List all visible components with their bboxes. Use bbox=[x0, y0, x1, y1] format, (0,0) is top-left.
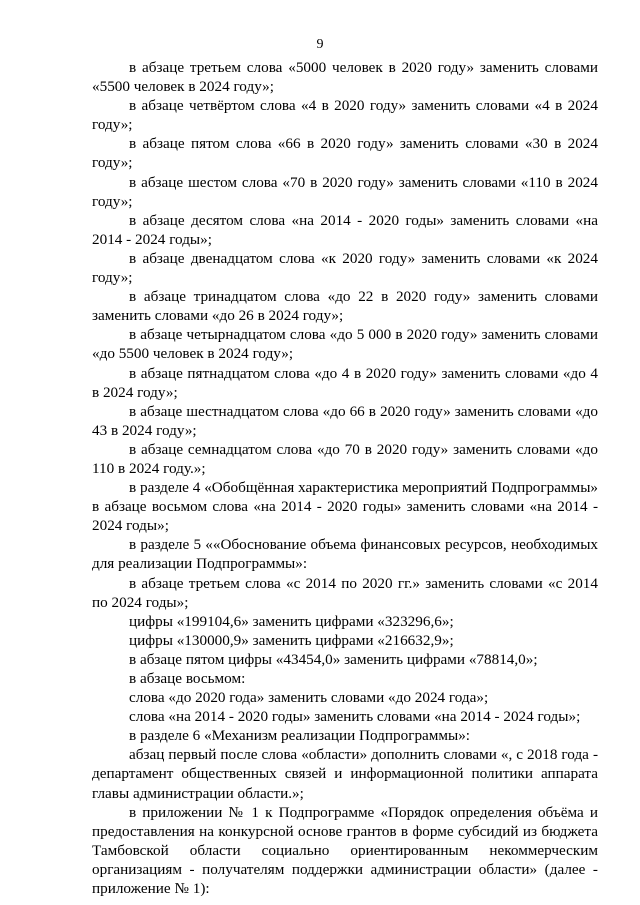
paragraph-7: в абзаце тринадцатом слова «до 22 в 2020 году» заменить словами заменить словами «до 26 в 2024 году»; bbox=[92, 288, 598, 325]
paragraph-15: цифры «199104,6» заменить цифрами «323296,6»; bbox=[129, 612, 454, 630]
paragraph-19: слова «до 2020 года» заменить словами «до 2024 года»; bbox=[129, 689, 489, 707]
page-number: 9 bbox=[316, 37, 324, 52]
paragraph-18: в абзаце восьмом: bbox=[129, 670, 246, 687]
paragraph-20: слова «на 2014 - 2020 годы» заменить словами «на 2014 - 2024 годы»; bbox=[129, 708, 581, 726]
paragraph-12: в разделе 4 «Обобщённая характеристика мероприятий Подпрограммы» в абзаце восьмом слова «на 2014 - 2020 годы» заменить словами «на 2014 - 2024 годы»; bbox=[92, 479, 598, 535]
paragraph-1: в абзаце третьем слова «5000 человек в 2020 году» заменить словами «5500 человек в 2024 году»; bbox=[92, 59, 598, 96]
paragraph-10: в абзаце шестнадцатом слова «до 66 в 2020 году» заменить словами «до 43 в 2024 году»; bbox=[92, 402, 598, 439]
paragraph-23: в приложении № 1 к Подпрограмме «Порядок определения объёма и предоставления на конкурсной основе грантов в форме субсидий из бюджета Тамбовской области социально ориентированным некоммерческим организациям - получателям поддержки администрации области» (далее - приложение № 1): bbox=[92, 803, 598, 898]
paragraph-21: в разделе 6 «Механизм реализации Подпрограммы»: bbox=[129, 727, 471, 745]
paragraph-14: в абзаце третьем слова «с 2014 по 2020 гг.» заменить словами «с 2014 по 2024 годы»; bbox=[92, 574, 598, 611]
paragraph-3: в абзаце пятом слова «66 в 2020 году» заменить словами «30 в 2024 году»; bbox=[92, 135, 598, 172]
paragraph-2: в абзаце четвёртом слова «4 в 2020 году» заменить словами «4 в 2024 году»; bbox=[92, 97, 598, 134]
paragraph-16: цифры «130000,9» заменить цифрами «216632,9»; bbox=[129, 631, 454, 649]
paragraph-13: в разделе 5 ««Обоснование объема финансовых ресурсов, необходимых для реализации Подпрограммы»: bbox=[92, 536, 598, 573]
paragraph-4: в абзаце шестом слова «70 в 2020 году» заменить словами «110 в 2024 году»; bbox=[92, 173, 598, 210]
paragraph-17: в абзаце пятом цифры «43454,0» заменить цифрами «78814,0»; bbox=[129, 650, 538, 668]
paragraph-11: в абзаце семнадцатом слова «до 70 в 2020 году» заменить словами «до 110 в 2024 году.»; bbox=[92, 440, 598, 477]
paragraph-6: в абзаце двенадцатом слова «к 2020 году» заменить словами «к 2024 году»; bbox=[92, 249, 598, 287]
paragraph-22: абзац первый после слова «области» дополнить словами «, с 2018 года - департамент общественных связей и информационной политики аппарата главы администрации области.»; bbox=[92, 746, 598, 802]
paragraph-9: в абзаце пятнадцатом слова «до 4 в 2020 году» заменить словами «до 4 в 2024 году»; bbox=[92, 364, 598, 401]
document-body bbox=[92, 58, 598, 898]
paragraph-8: в абзаце четырнадцатом слова «до 5 000 в 2020 году» заменить словами «до 5500 человек в 2024 году»; bbox=[92, 326, 598, 363]
paragraph-5: в абзаце десятом слова «на 2014 - 2020 годы» заменить словами «на 2014 - 2024 годы»; bbox=[92, 211, 598, 248]
